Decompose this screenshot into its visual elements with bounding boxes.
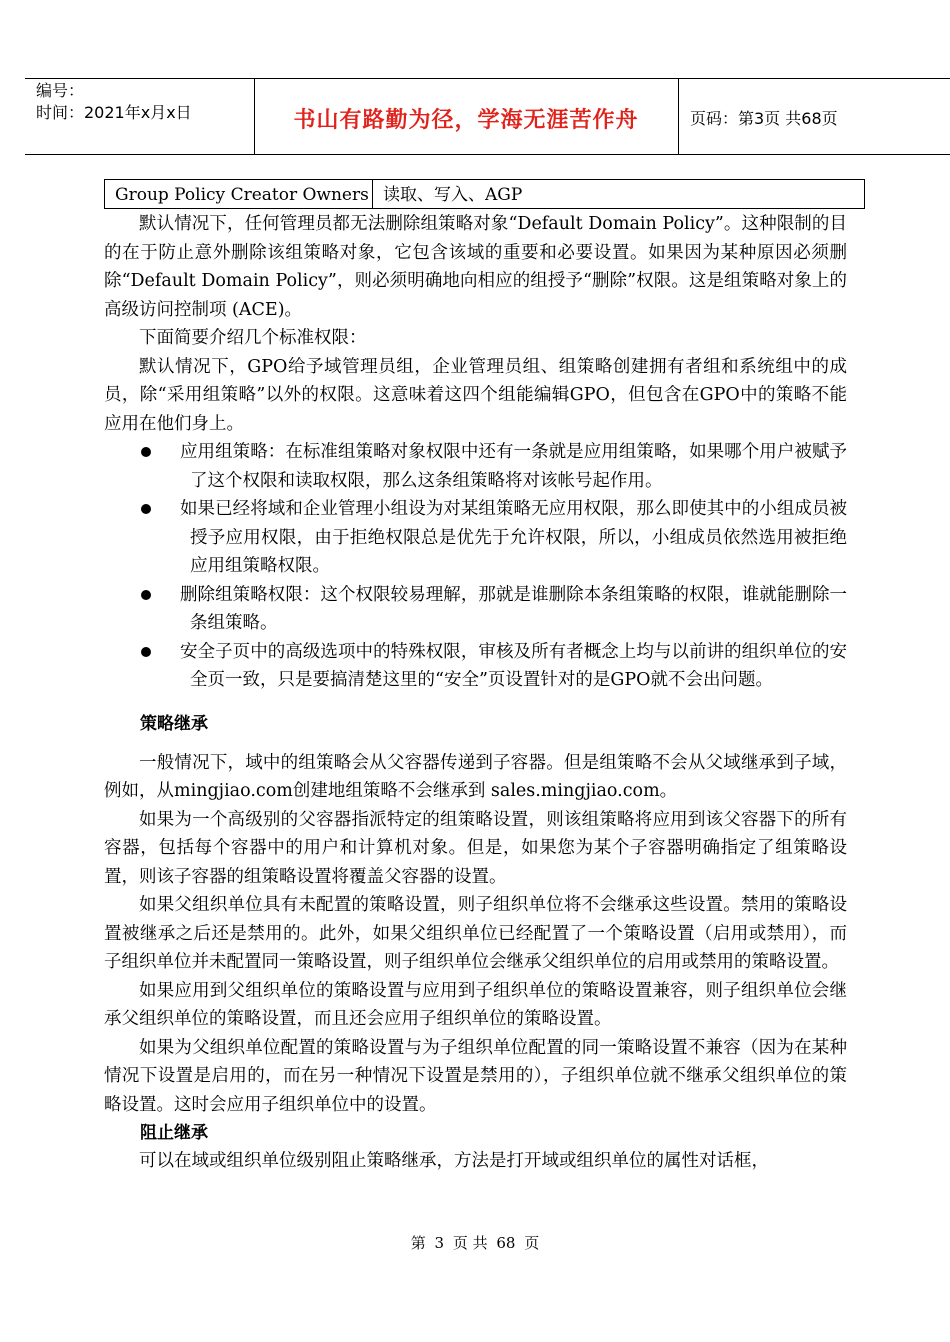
footer-total-pages: 68	[496, 1234, 516, 1252]
permission-rights-cell: 读取、写入、AGP	[383, 185, 523, 205]
header-divider-right	[678, 78, 679, 155]
bullet-dot-icon	[141, 590, 151, 600]
document-body	[104, 210, 847, 1176]
list-item-text: 删除组策略权限：这个权限较易理解，那就是谁删除本条组策略的权限，谁就能删除一条组策略。	[180, 584, 847, 633]
bullet-dot-icon	[141, 447, 151, 457]
list-item-text: 应用组策略：在标准组策略对象权限中还有一条就是应用组策略，如果哪个用户被赋予了这个权限和读取权限，那么这条组策略将对该帐号起作用。	[180, 442, 847, 491]
permission-table	[104, 179, 865, 209]
header-motto: 书山有路勤为径，学海无涯苦作舟	[293, 108, 639, 133]
footer-middle: 页 共	[452, 1234, 488, 1252]
paragraph: 默认情况下，任何管理员都无法删除组策略对象“Default Domain Policy”。这种限制的目的在于防止意外删除该组策略对象，它包含该域的重要和必要设置。如果因为某种原因必须删除“Default Domain Policy”，则必须明确地向相应的组授予“删除”权限。这是组策略对象上的高级访问控制项 (ACE)。	[104, 214, 847, 320]
header-time: 时间：2021年x月x日	[36, 103, 192, 122]
list-item-text: 如果已经将域和企业管理小组设为对某组策略无应用权限，那么即使其中的小组成员被授予应用权限，由于拒绝权限总是优先于允许权限，所以，小组成员依然选用被拒绝应用组策略权限。	[180, 499, 847, 576]
header-bottom-rule	[25, 154, 950, 155]
list-item	[104, 495, 847, 581]
paragraph: 如果为父组织单位配置的策略设置与为子组织单位配置的同一策略设置不兼容（因为在某种情况下设置是启用的，而在另一种情况下设置是禁用的），子组织单位就不继承父组织单位的策略设置。这时会应用子组织单位中的设置。	[104, 1037, 847, 1115]
bullet-dot-icon	[141, 504, 151, 514]
paragraph: 如果为一个高级别的父容器指派特定的组策略设置，则该组策略将应用到该父容器下的所有容器，包括每个容器中的用户和计算机对象。但是，如果您为某个子容器明确指定了组策略设置，则该子容器的组策略设置将覆盖父容器的设置。	[104, 809, 847, 887]
list-item	[104, 638, 847, 695]
permission-group-cell: Group Policy Creator Owners	[105, 180, 373, 208]
list-item	[104, 438, 847, 495]
paragraph: 一般情况下，域中的组策略会从父容器传递到子容器。但是组策略不会从父域继承到子域，例如，从mingjiao.com创建地组策略不会继承到 sales.mingjiao.com。	[104, 752, 847, 801]
page-footer	[0, 1232, 950, 1253]
section-heading-inheritance: 策略继承	[140, 713, 208, 734]
header-page-label: 页码：第3页 共68页	[690, 109, 838, 128]
header-top-rule	[25, 78, 950, 79]
paragraph: 可以在域或组织单位级别阻止策略继承，方法是打开域或组织单位的属性对话框，	[139, 1151, 769, 1171]
bullet-dot-icon	[141, 647, 151, 657]
footer-prefix: 第	[410, 1234, 426, 1252]
paragraph: 默认情况下，GPO给予域管理员组，企业管理员组、组策略创建拥有者组和系统组中的成员，除“采用组策略”以外的权限。这意味着这四个组能编辑GPO，但包含在GPO中的策略不能应用在他们身上。	[104, 356, 847, 434]
footer-current-page: 3	[434, 1234, 445, 1252]
header-number: 编号：	[36, 81, 85, 100]
paragraph: 下面简要介绍几个标准权限：	[139, 328, 367, 348]
bullet-list	[104, 438, 847, 695]
footer-suffix: 页	[524, 1234, 540, 1252]
list-item-text: 安全子页中的高级选项中的特殊权限，审核及所有者概念上均与以前讲的组织单位的安全页一致，只是要搞清楚这里的“安全”页设置针对的是GPO就不会出问题。	[180, 641, 847, 690]
section-heading-block-inheritance: 阻止继承	[140, 1123, 208, 1143]
header-meta	[36, 80, 192, 124]
list-item	[104, 581, 847, 638]
paragraph: 如果父组织单位具有未配置的策略设置，则子组织单位将不会继承这些设置。禁用的策略设置被继承之后还是禁用的。此外，如果父组织单位已经配置了一个策略设置（启用或禁用），而子组织单位并未配置同一策略设置，则子组织单位会继承父组织单位的启用或禁用的策略设置。	[104, 895, 847, 972]
paragraph: 如果应用到父组织单位的策略设置与应用到子组织单位的策略设置兼容，则子组织单位会继承父组织单位的策略设置，而且还会应用子组织单位的策略设置。	[104, 980, 847, 1029]
